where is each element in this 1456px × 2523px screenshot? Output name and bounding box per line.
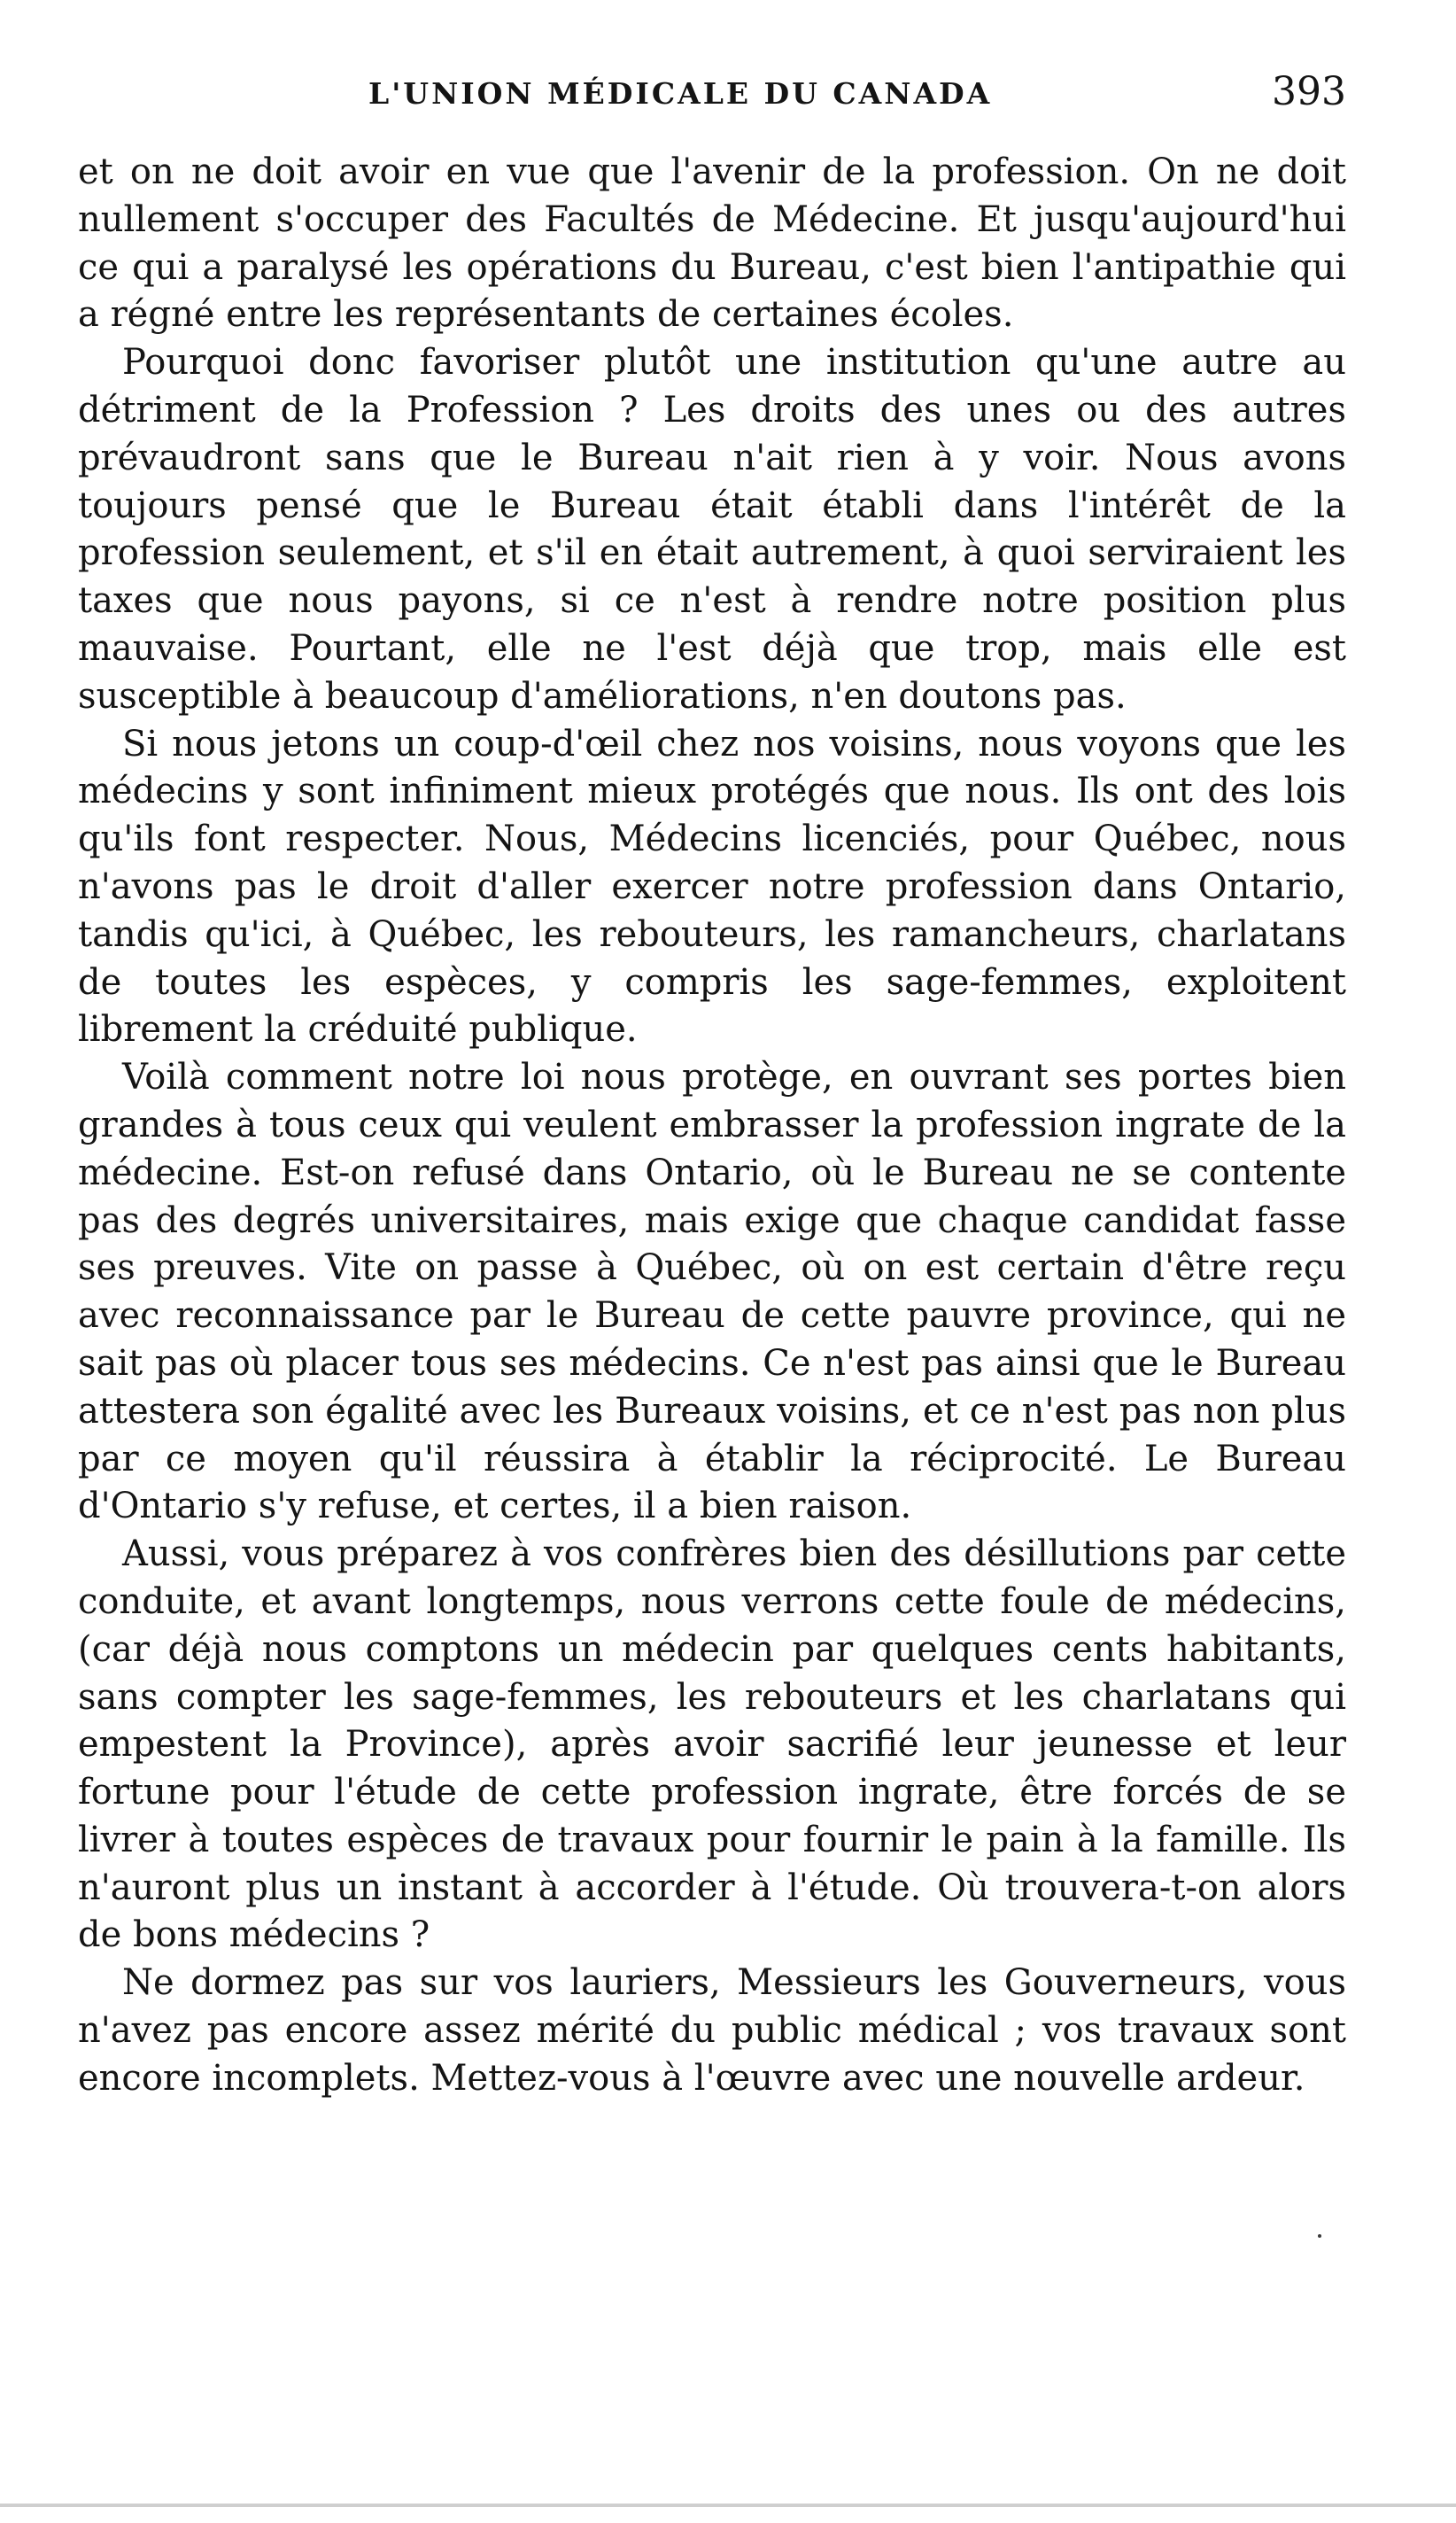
- article-body: [78, 149, 1346, 2103]
- paragraph: et on ne doit avoir en vue que l'avenir de la profession. On ne doit nullement s'occuper des Facultés de Médecine. Et jusqu'aujourd'hui ce qui a paralysé les opérations du Bureau, c'est bien l'antipathie qui a régné entre les représentants de certaines écoles.: [78, 151, 1346, 336]
- paragraph: Ne dormez pas sur vos lauriers, Messieurs les Gouverneurs, vous n'avez pas encore assez mérité du public médical ; vos travaux sont encore incomplets. Mettez-vous à l'œuvre avec une nouvelle ardeur.: [78, 1962, 1346, 2099]
- page-number: 393: [1272, 69, 1346, 114]
- running-header: [78, 69, 1346, 122]
- scan-edge: [0, 2504, 1456, 2507]
- paragraph: Pourquoi donc favoriser plutôt une institution qu'une autre au détriment de la Profession ? Les droits des unes ou des autres prévaudront sans que le Bureau n'ait rien à y voir. Nous avons toujours pensé que le Bureau était établi dans l'intérêt de la profession seulement, et s'il en était autrement, à quoi serviraient les taxes que nous payons, si ce n'est à rendre notre position plus mauvaise. Pourtant, elle ne l'est déjà que trop, mais elle est susceptible à beaucoup d'améliorations, n'en doutons pas.: [78, 342, 1346, 717]
- paragraph: Aussi, vous préparez à vos confrères bien des désillutions par cette conduite, et avant longtemps, nous verrons cette foule de médecins, (car déjà nous comptons un médecin par quelques cents habitants, sans compter les sage-femmes, les rebouteurs et les charlatans qui empestent la Province), après avoir sacrifié leur jeunesse et leur fortune pour l'étude de cette profession ingrate, être forcés de se livrer à toutes espèces de travaux pour fournir le pain à la famille. Ils n'auront plus un instant à accorder à l'étude. Où trouvera-t-on alors de bons médecins ?: [78, 1533, 1346, 1956]
- print-speck: [1318, 2234, 1321, 2238]
- paragraph: Voilà comment notre loi nous protège, en ouvrant ses portes bien grandes à tous ceux qui veulent embrasser la profession ingrate de la médecine. Est-on refusé dans Ontario, où le Bureau ne se contente pas des degrés universitaires, mais exige que chaque candidat fasse ses preuves. Vite on passe à Québec, où on est certain d'être reçu avec reconnaissance par le Bureau de cette pauvre province, qui ne sait pas où placer tous ses médecins. Ce n'est pas ainsi que le Bureau attestera son égalité avec les Bureaux voisins, et ce n'est pas non plus par ce moyen qu'il réussira à établir la réciprocité. Le Bureau d'Ontario s'y refuse, et certes, il a bien raison.: [78, 1057, 1346, 1527]
- journal-title: L'UNION MÉDICALE DU CANADA: [368, 76, 993, 111]
- paragraph: Si nous jetons un coup-d'œil chez nos voisins, nous voyons que les médecins y sont infiniment mieux protégés que nous. Ils ont des lois qu'ils font respecter. Nous, Médecins licenciés, pour Québec, nous n'avons pas le droit d'aller exercer notre profession dans Ontario, tandis qu'ici, à Québec, les rebouteurs, les ramancheurs, charlatans de toutes les espèces, y compris les sage-femmes, exploitent librement la créduité publique.: [78, 723, 1346, 1051]
